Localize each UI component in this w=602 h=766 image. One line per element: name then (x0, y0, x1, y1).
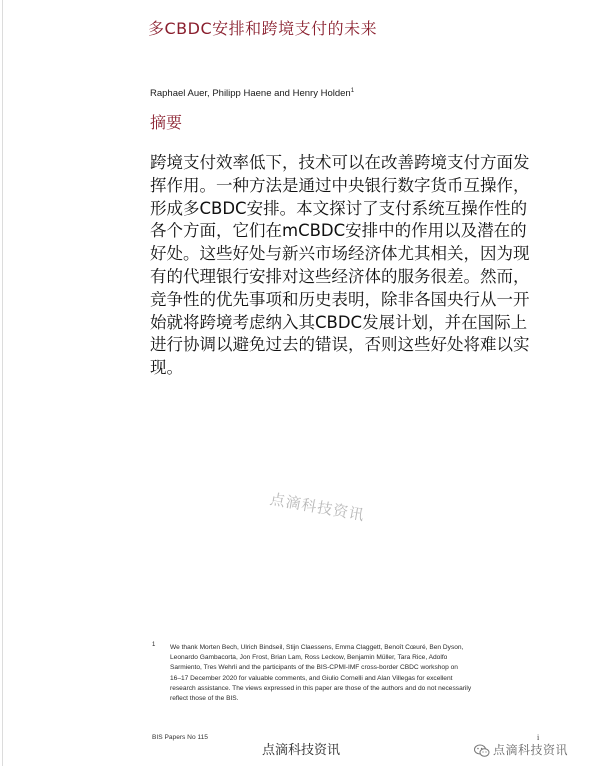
footnote-marker: 1 (152, 642, 156, 648)
footnote-line: Sarmiento, Tres Wehrli and the participants of the BIS-CPMI-IMF cross-border CBDC workshop on (170, 664, 458, 672)
footnote (170, 643, 550, 704)
abstract-line: 有的代理银行安排对这些经济体的服务很差。然而， (150, 266, 530, 286)
footnote-line: reflect those of the BIS. (170, 695, 239, 703)
abstract-line: 形成多CBDC安排。本文探讨了支付系统互操作性的 (150, 198, 528, 218)
footer-publication: BIS Papers No 115 (152, 734, 208, 741)
watermark-bottom: 点滴科技资讯 (262, 743, 341, 758)
author-names: Raphael Auer, Philipp Haene and Henry Holden (150, 88, 351, 100)
footnote-line: We thank Morten Bech, Ulrich Bindseil, Stijn Claessens, Emma Claggett, Benoît Cœuré, Ben Dyson, (170, 644, 464, 651)
abstract-line: 好处。这些好处与新兴市场经济体尤其相关，因为现 (150, 244, 530, 264)
watermark-center: 点滴科技资讯 (268, 489, 367, 525)
abstract-body (150, 152, 542, 380)
document-title: 多CBDC安排和跨境支付的未来 (148, 19, 378, 38)
page-edge (2, 0, 3, 766)
footnote-line: Leonardo Gambacorta, Jon Frost, Brian Lam, Ross Leckow, Benjamin Müller, Tara Rice, Adolfo (170, 654, 448, 662)
abstract-line: 现。 (150, 358, 183, 378)
wechat-account-name: 点滴科技资讯 (493, 743, 569, 757)
abstract-line: 竞争性的优先事项和历史表明，除非各国央行从一开 (150, 289, 530, 309)
abstract-line: 各个方面，它们在mCBDC安排中的作用以及潜在的 (150, 221, 527, 241)
author-footnote-marker: 1 (350, 88, 355, 94)
footnote-line: 16–17 December 2020 for valuable comments, and Giulio Cornelli and Alan Villegas for excellent (170, 674, 453, 682)
author-line (150, 88, 354, 99)
abstract-line: 挥作用。一种方法是通过中央银行数字货币互操作， (150, 175, 530, 195)
footnote-line: research assistance. The views expressed in this paper are those of the authors and do not necessarily (170, 684, 472, 692)
abstract-line: 跨境支付效率低下，技术可以在改善跨境支付方面发 (150, 153, 530, 172)
abstract-heading: 摘要 (150, 113, 183, 132)
wechat-account-badge (474, 741, 568, 758)
wechat-icon (474, 743, 490, 757)
abstract-line: 始就将跨境考虑纳入其CBDC发展计划，并在国际上 (150, 312, 528, 332)
footer-page-number: i (537, 733, 540, 742)
abstract-line: 进行协调以避免过去的错误，否则这些好处将难以实 (150, 335, 530, 355)
